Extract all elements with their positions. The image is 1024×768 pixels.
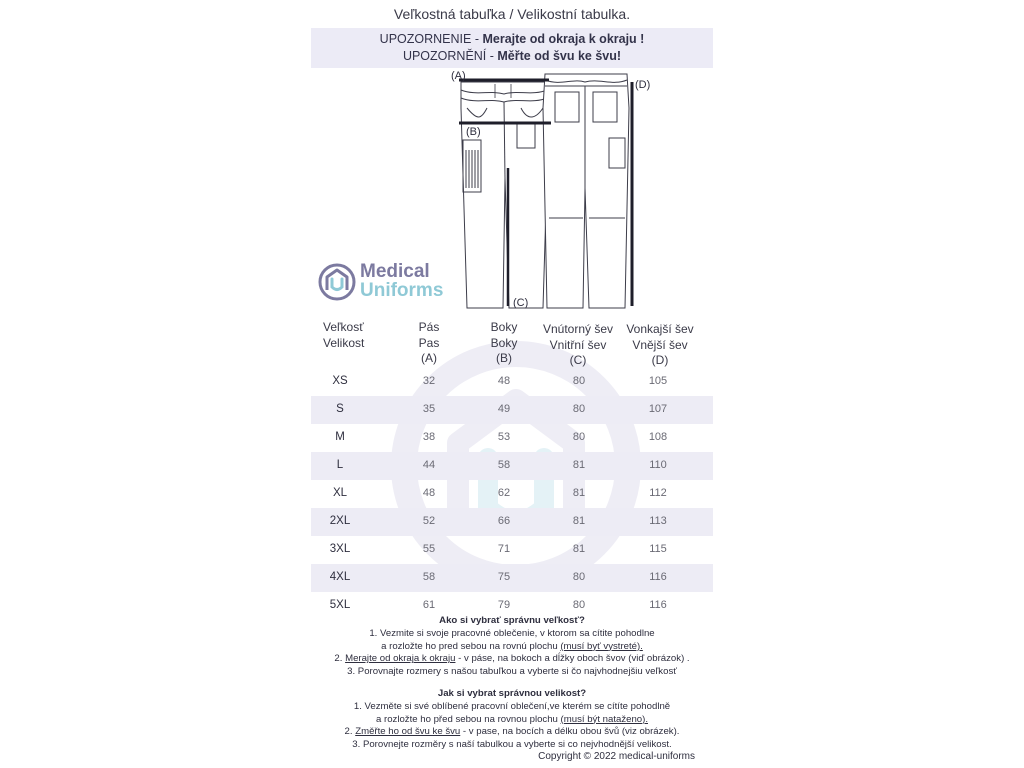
table-row: S 35 49 80 107 <box>311 396 713 424</box>
table-header <box>311 320 713 368</box>
medical-uniforms-logo <box>317 262 467 302</box>
table-row: XS 32 48 80 105 <box>332 375 668 387</box>
label-c: (C) <box>513 297 529 309</box>
table-row: 5XL 61 79 80 116 <box>329 599 667 611</box>
logo-line-1: Medical <box>360 261 430 282</box>
header-size: Veľkosť Velikost <box>323 320 365 350</box>
instructions-cz: Jak si vybrat správnou velikost? 1. Vezměte si své oblíbené pracovní oblečení,ve kterém se cítíte pohodlně a rozložte ho před sebou na rovnou plochu (musí být nataženo). 2. Změřte ho od švu ke švu - v pase, na bocích a délku obou švů (viz obrázek). 3. Porovnejte rozměry s naší tabulkou a vyberte si co nejvhodnější velikost. <box>344 688 680 751</box>
logo-line-2: Uniforms <box>360 280 444 301</box>
table-row: 4XL 58 75 80 116 <box>311 564 713 592</box>
table-row: M 38 53 80 108 <box>335 431 668 443</box>
measurement-warning <box>311 28 713 68</box>
medical-uniforms-logo-icon <box>317 262 357 302</box>
header-hips: Boky Boky (B) <box>490 320 518 365</box>
table-row: 3XL 55 71 81 115 <box>329 543 667 555</box>
warning-sk: UPOZORNENIE - Merajte od okraja k okraju ! <box>379 32 645 46</box>
copyright: Copyright © 2022 medical-uniforms <box>538 751 695 762</box>
header-inseam: Vnútorný šev Vnitřní šev (C) <box>542 322 614 367</box>
header-outseam: Vonkajší šev Vnější šev (D) <box>626 322 694 367</box>
table-row: L 44 58 81 110 <box>311 452 713 480</box>
label-d: (D) <box>635 79 651 91</box>
table-row: XL 48 62 81 112 <box>332 487 667 499</box>
warning-cz: UPOZORNĚNÍ - Měřte od švu ke švu! <box>402 49 622 63</box>
size-table <box>311 320 713 611</box>
header-waist: Pás Pas (A) <box>418 320 440 365</box>
size-chart-sheet <box>311 0 713 768</box>
label-b: (B) <box>466 126 481 138</box>
label-a: (A) <box>451 70 466 82</box>
page-title: Veľkostná tabuľka / Velikostní tabulka. <box>393 6 631 22</box>
table-row: 2XL 52 66 81 113 <box>311 508 713 536</box>
instructions-sk: Ako si vybrať správnu veľkosť? 1. Vezmite si svoje pracovné oblečenie, v ktorom sa cítite pohodlne a rozložte ho pred sebou na rovnú plochu (musí byť vystreté). 2. Merajte od okraja k okraju - v páse, na bokoch a dĺžky oboch švov (viď obrázok) . 3. Porovnajte rozmery s našou tabuľkou a vyberte si čo najvhodnejšiu veľkosť <box>334 615 690 678</box>
